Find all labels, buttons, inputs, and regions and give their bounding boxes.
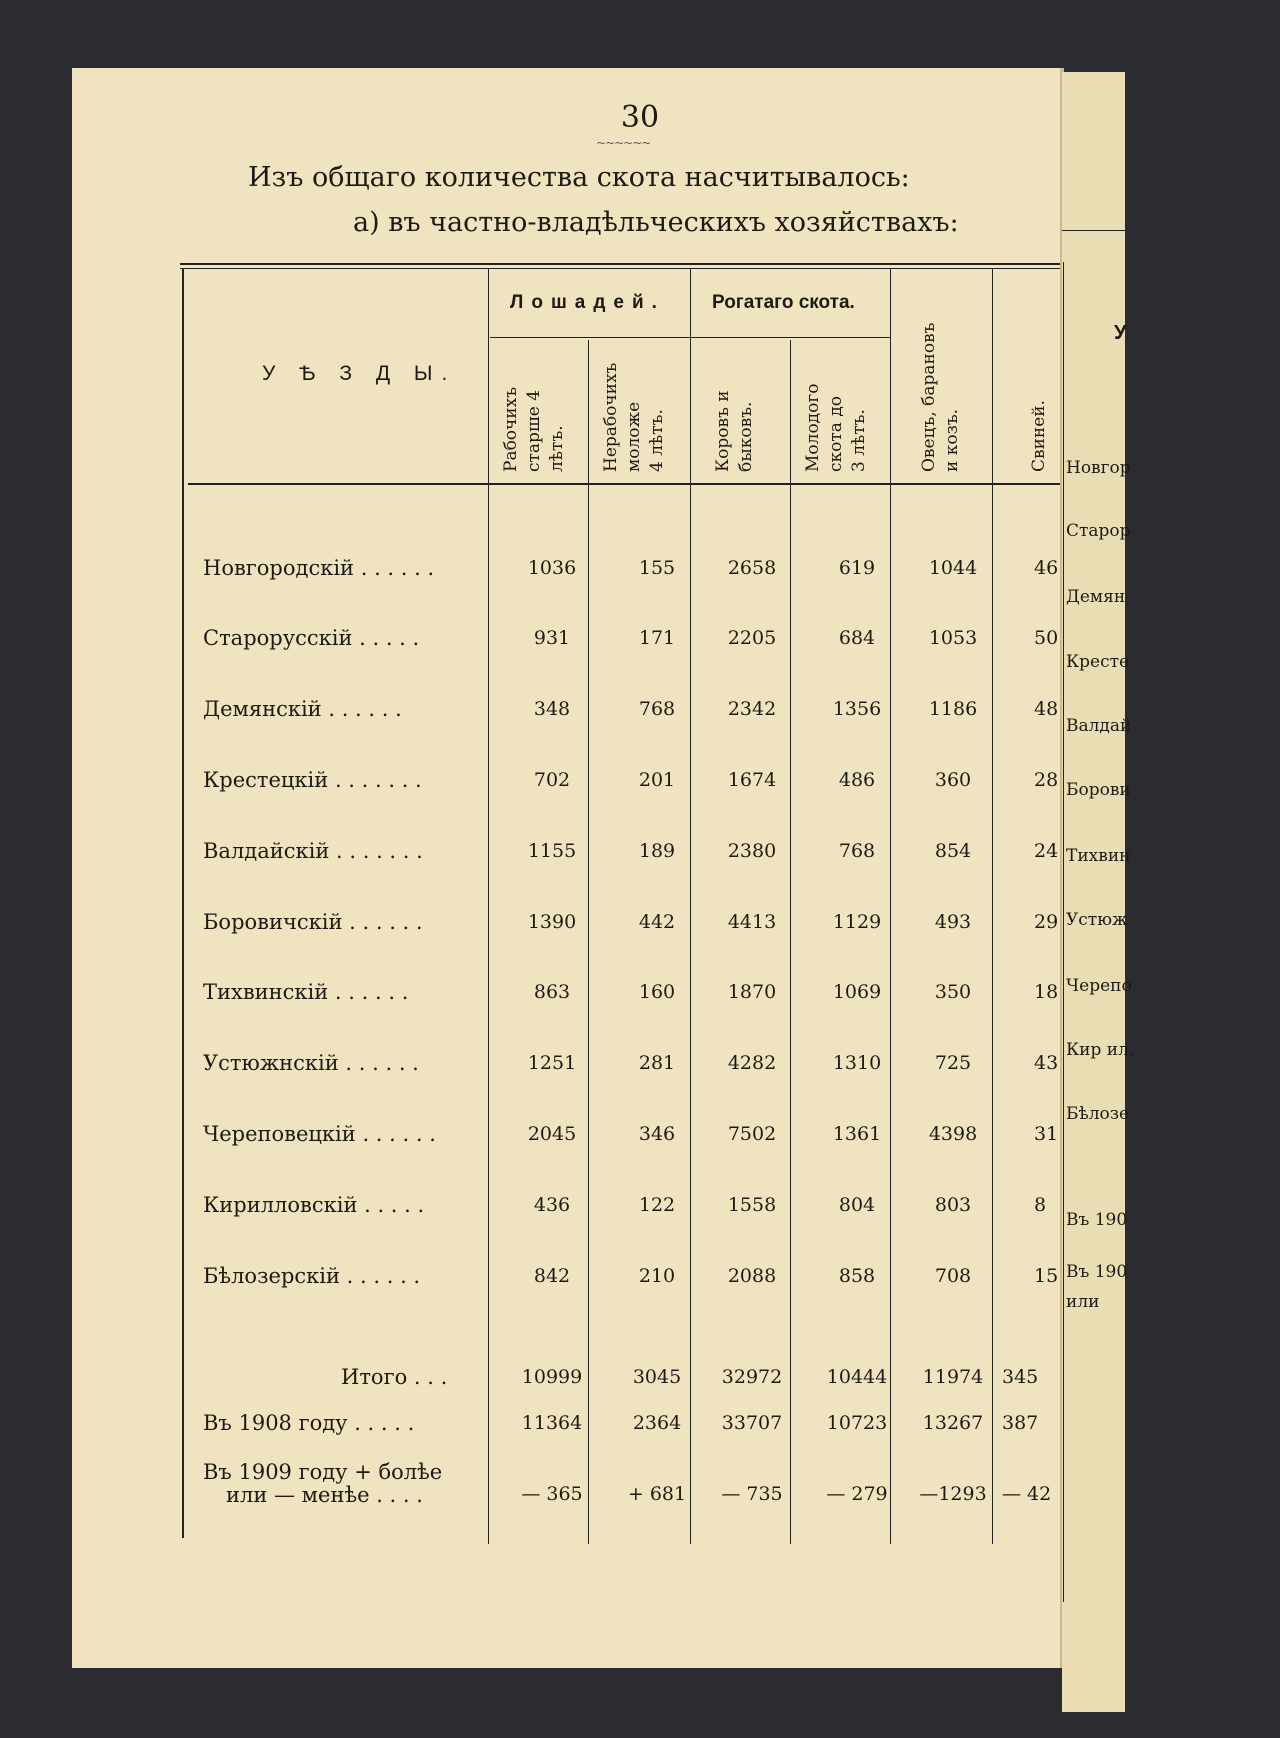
uezd-name: Кирилловскій . . . . . xyxy=(203,1193,425,1217)
table-cell: 348 xyxy=(533,698,571,720)
table-cell: 1251 xyxy=(527,1052,577,1074)
table-cell: 486 xyxy=(838,769,876,791)
table-cell: 46 xyxy=(1034,557,1059,579)
adjacent-line: Въ 190 xyxy=(1066,1210,1128,1230)
table-cell: 2342 xyxy=(727,698,777,720)
table-cell: 160 xyxy=(638,981,676,1003)
adjacent-page xyxy=(1062,72,1135,1712)
diff-cell: —1293 xyxy=(919,1483,987,1505)
table-cell: 2658 xyxy=(727,557,777,579)
diff-label-2: или — менѣе . . . . xyxy=(226,1483,423,1507)
adjacent-line: Въ 190 xyxy=(1066,1262,1128,1282)
uezd-name: Крестецкій . . . . . . . xyxy=(203,768,422,792)
table-cell: 493 xyxy=(934,911,972,933)
title-line-1: Изъ общаго количества скота насчитывалось: xyxy=(248,162,910,193)
col-divider-5 xyxy=(890,268,891,1544)
table-cell: 1310 xyxy=(832,1052,882,1074)
title-line-2: а) въ частно-владѣльческихъ хозяйствахъ: xyxy=(353,207,959,238)
ornament: ~~~~~~ xyxy=(596,136,651,150)
totals-cell: 3045 xyxy=(632,1366,682,1388)
table-cell: 842 xyxy=(533,1265,571,1287)
diff-cell: — 365 xyxy=(521,1483,583,1505)
adjacent-rule xyxy=(1062,230,1125,231)
page-number: 30 xyxy=(620,100,660,135)
col-header-sheep: Овецъ, барановъ и козъ. xyxy=(919,322,962,472)
col-divider-4 xyxy=(790,340,791,1544)
table-cell: 619 xyxy=(838,557,876,579)
col-divider-3 xyxy=(690,268,691,1544)
table-cell: 1186 xyxy=(928,698,978,720)
table-cell: 8 xyxy=(1034,1194,1047,1216)
year1908-cell: 33707 xyxy=(721,1412,783,1434)
diff-cell: — 279 xyxy=(826,1483,888,1505)
table-cell: 1129 xyxy=(832,911,882,933)
adjacent-line: Борови xyxy=(1066,780,1131,800)
totals-cell: 345 xyxy=(1002,1366,1039,1388)
diff-cell: + 681 xyxy=(627,1483,687,1505)
table-cell: 350 xyxy=(934,981,972,1003)
totals-cell: 32972 xyxy=(721,1366,783,1388)
table-cell: 4398 xyxy=(928,1123,978,1145)
uezd-name: Старорусскій . . . . . xyxy=(203,626,420,650)
year1908-label: Въ 1908 году . . . . . xyxy=(203,1411,415,1435)
table-cell: 1356 xyxy=(832,698,882,720)
table-cell: 854 xyxy=(934,840,972,862)
diff-cell: — 735 xyxy=(721,1483,783,1505)
adjacent-line: Устюж xyxy=(1066,910,1128,930)
table-cell: 768 xyxy=(838,840,876,862)
col-header-working-horses: Рабочихъ старше 4 лѣтъ. xyxy=(501,386,567,472)
adjacent-line: Бѣлозе xyxy=(1066,1104,1130,1124)
totals-label: Итого . . . xyxy=(341,1365,448,1389)
table-top-rule-2 xyxy=(180,268,1060,269)
col-divider-6 xyxy=(992,268,993,1544)
table-cell: 281 xyxy=(638,1052,676,1074)
adjacent-line: Демян xyxy=(1066,587,1126,607)
table-cell: 1053 xyxy=(928,627,978,649)
uezdy-header: У Ѣ З Д Ы. xyxy=(262,362,457,385)
adjacent-header: У xyxy=(1114,322,1127,344)
year1908-cell: 387 xyxy=(1002,1412,1039,1434)
table-cell: 155 xyxy=(638,557,676,579)
table-left-border xyxy=(182,268,184,1538)
uezd-name: Тихвинскій . . . . . . xyxy=(203,980,409,1004)
table-cell: 2205 xyxy=(727,627,777,649)
uezd-name: Валдайскій . . . . . . . xyxy=(203,839,423,863)
year1908-cell: 13267 xyxy=(922,1412,984,1434)
table-cell: 863 xyxy=(533,981,571,1003)
table-cell: 15 xyxy=(1034,1265,1059,1287)
table-cell: 708 xyxy=(934,1265,972,1287)
adjacent-line: Кир ил. xyxy=(1066,1040,1135,1060)
totals-cell: 10999 xyxy=(521,1366,583,1388)
table-cell: 31 xyxy=(1034,1123,1059,1145)
table-cell: 7502 xyxy=(727,1123,777,1145)
uezd-name: Череповецкій . . . . . . xyxy=(203,1122,436,1146)
table-cell: 28 xyxy=(1034,769,1059,791)
uezd-name: Боровичскій . . . . . . xyxy=(203,910,423,934)
table-cell: 2088 xyxy=(727,1265,777,1287)
table-cell: 436 xyxy=(533,1194,571,1216)
table-cell: 189 xyxy=(638,840,676,862)
table-cell: 1069 xyxy=(832,981,882,1003)
table-cell: 346 xyxy=(638,1123,676,1145)
table-cell: 201 xyxy=(638,769,676,791)
adjacent-line: Старор xyxy=(1066,521,1131,541)
table-cell: 210 xyxy=(638,1265,676,1287)
table-cell: 24 xyxy=(1034,840,1059,862)
cattle-group-header: Рогатаго скота. xyxy=(712,292,855,313)
diff-label-1: Въ 1909 году + болѣе xyxy=(203,1460,443,1484)
header-bottom-rule xyxy=(188,483,1060,485)
col-header-young-cattle: Молодого скота до 3 лѣтъ. xyxy=(803,383,869,472)
table-cell: 50 xyxy=(1034,627,1059,649)
totals-cell: 10444 xyxy=(826,1366,888,1388)
table-cell: 1558 xyxy=(727,1194,777,1216)
adjacent-line: Черепо xyxy=(1066,976,1132,996)
col-divider-1 xyxy=(488,268,489,1544)
uezd-name: Демянскій . . . . . . xyxy=(203,697,402,721)
table-cell: 702 xyxy=(533,769,571,791)
table-cell: 1044 xyxy=(928,557,978,579)
adjacent-border xyxy=(1063,262,1064,1602)
table-cell: 29 xyxy=(1034,911,1059,933)
table-cell: 122 xyxy=(638,1194,676,1216)
table-cell: 360 xyxy=(934,769,972,791)
table-cell: 725 xyxy=(934,1052,972,1074)
adjacent-line: Валдай xyxy=(1066,716,1132,736)
table-cell: 1361 xyxy=(832,1123,882,1145)
table-cell: 18 xyxy=(1034,981,1059,1003)
table-top-rule xyxy=(180,263,1060,265)
table-cell: 1155 xyxy=(527,840,577,862)
table-cell: 48 xyxy=(1034,698,1059,720)
table-cell: 4413 xyxy=(727,911,777,933)
col-header-pigs: Свиней. xyxy=(1029,399,1049,472)
table-cell: 2045 xyxy=(527,1123,577,1145)
uezd-name: Новгородскій . . . . . . xyxy=(203,556,435,580)
year1908-cell: 10723 xyxy=(826,1412,888,1434)
adjacent-line: Тихвин xyxy=(1066,846,1131,866)
table-cell: 684 xyxy=(838,627,876,649)
horses-group-header: Лошадей. xyxy=(510,292,665,313)
adjacent-line: Кресте xyxy=(1066,652,1130,672)
uezd-name: Бѣлозерскій . . . . . . xyxy=(203,1264,421,1288)
adjacent-line: или xyxy=(1066,1292,1100,1312)
col-header-nonworking-horses: Нерабочихъ моложе 4 лѣтъ. xyxy=(601,362,667,472)
table-cell: 804 xyxy=(838,1194,876,1216)
col-divider-2 xyxy=(588,340,589,1544)
totals-cell: 11974 xyxy=(922,1366,984,1388)
table-cell: 768 xyxy=(638,698,676,720)
year1908-cell: 11364 xyxy=(521,1412,583,1434)
table-cell: 1674 xyxy=(727,769,777,791)
year1908-cell: 2364 xyxy=(632,1412,682,1434)
table-cell: 931 xyxy=(533,627,571,649)
uezd-name: Устюжнскій . . . . . . xyxy=(203,1051,419,1075)
diff-cell: — 42 xyxy=(1002,1483,1052,1505)
table-cell: 1036 xyxy=(527,557,577,579)
table-cell: 442 xyxy=(638,911,676,933)
table-cell: 171 xyxy=(638,627,676,649)
col-header-cows: Коровъ и быковъ. xyxy=(713,390,756,472)
table-cell: 2380 xyxy=(727,840,777,862)
table-cell: 803 xyxy=(934,1194,972,1216)
table-cell: 4282 xyxy=(727,1052,777,1074)
adjacent-line: Новгор xyxy=(1066,458,1131,478)
table-cell: 858 xyxy=(838,1265,876,1287)
table-cell: 1390 xyxy=(527,911,577,933)
table-cell: 1870 xyxy=(727,981,777,1003)
table-cell: 43 xyxy=(1034,1052,1059,1074)
